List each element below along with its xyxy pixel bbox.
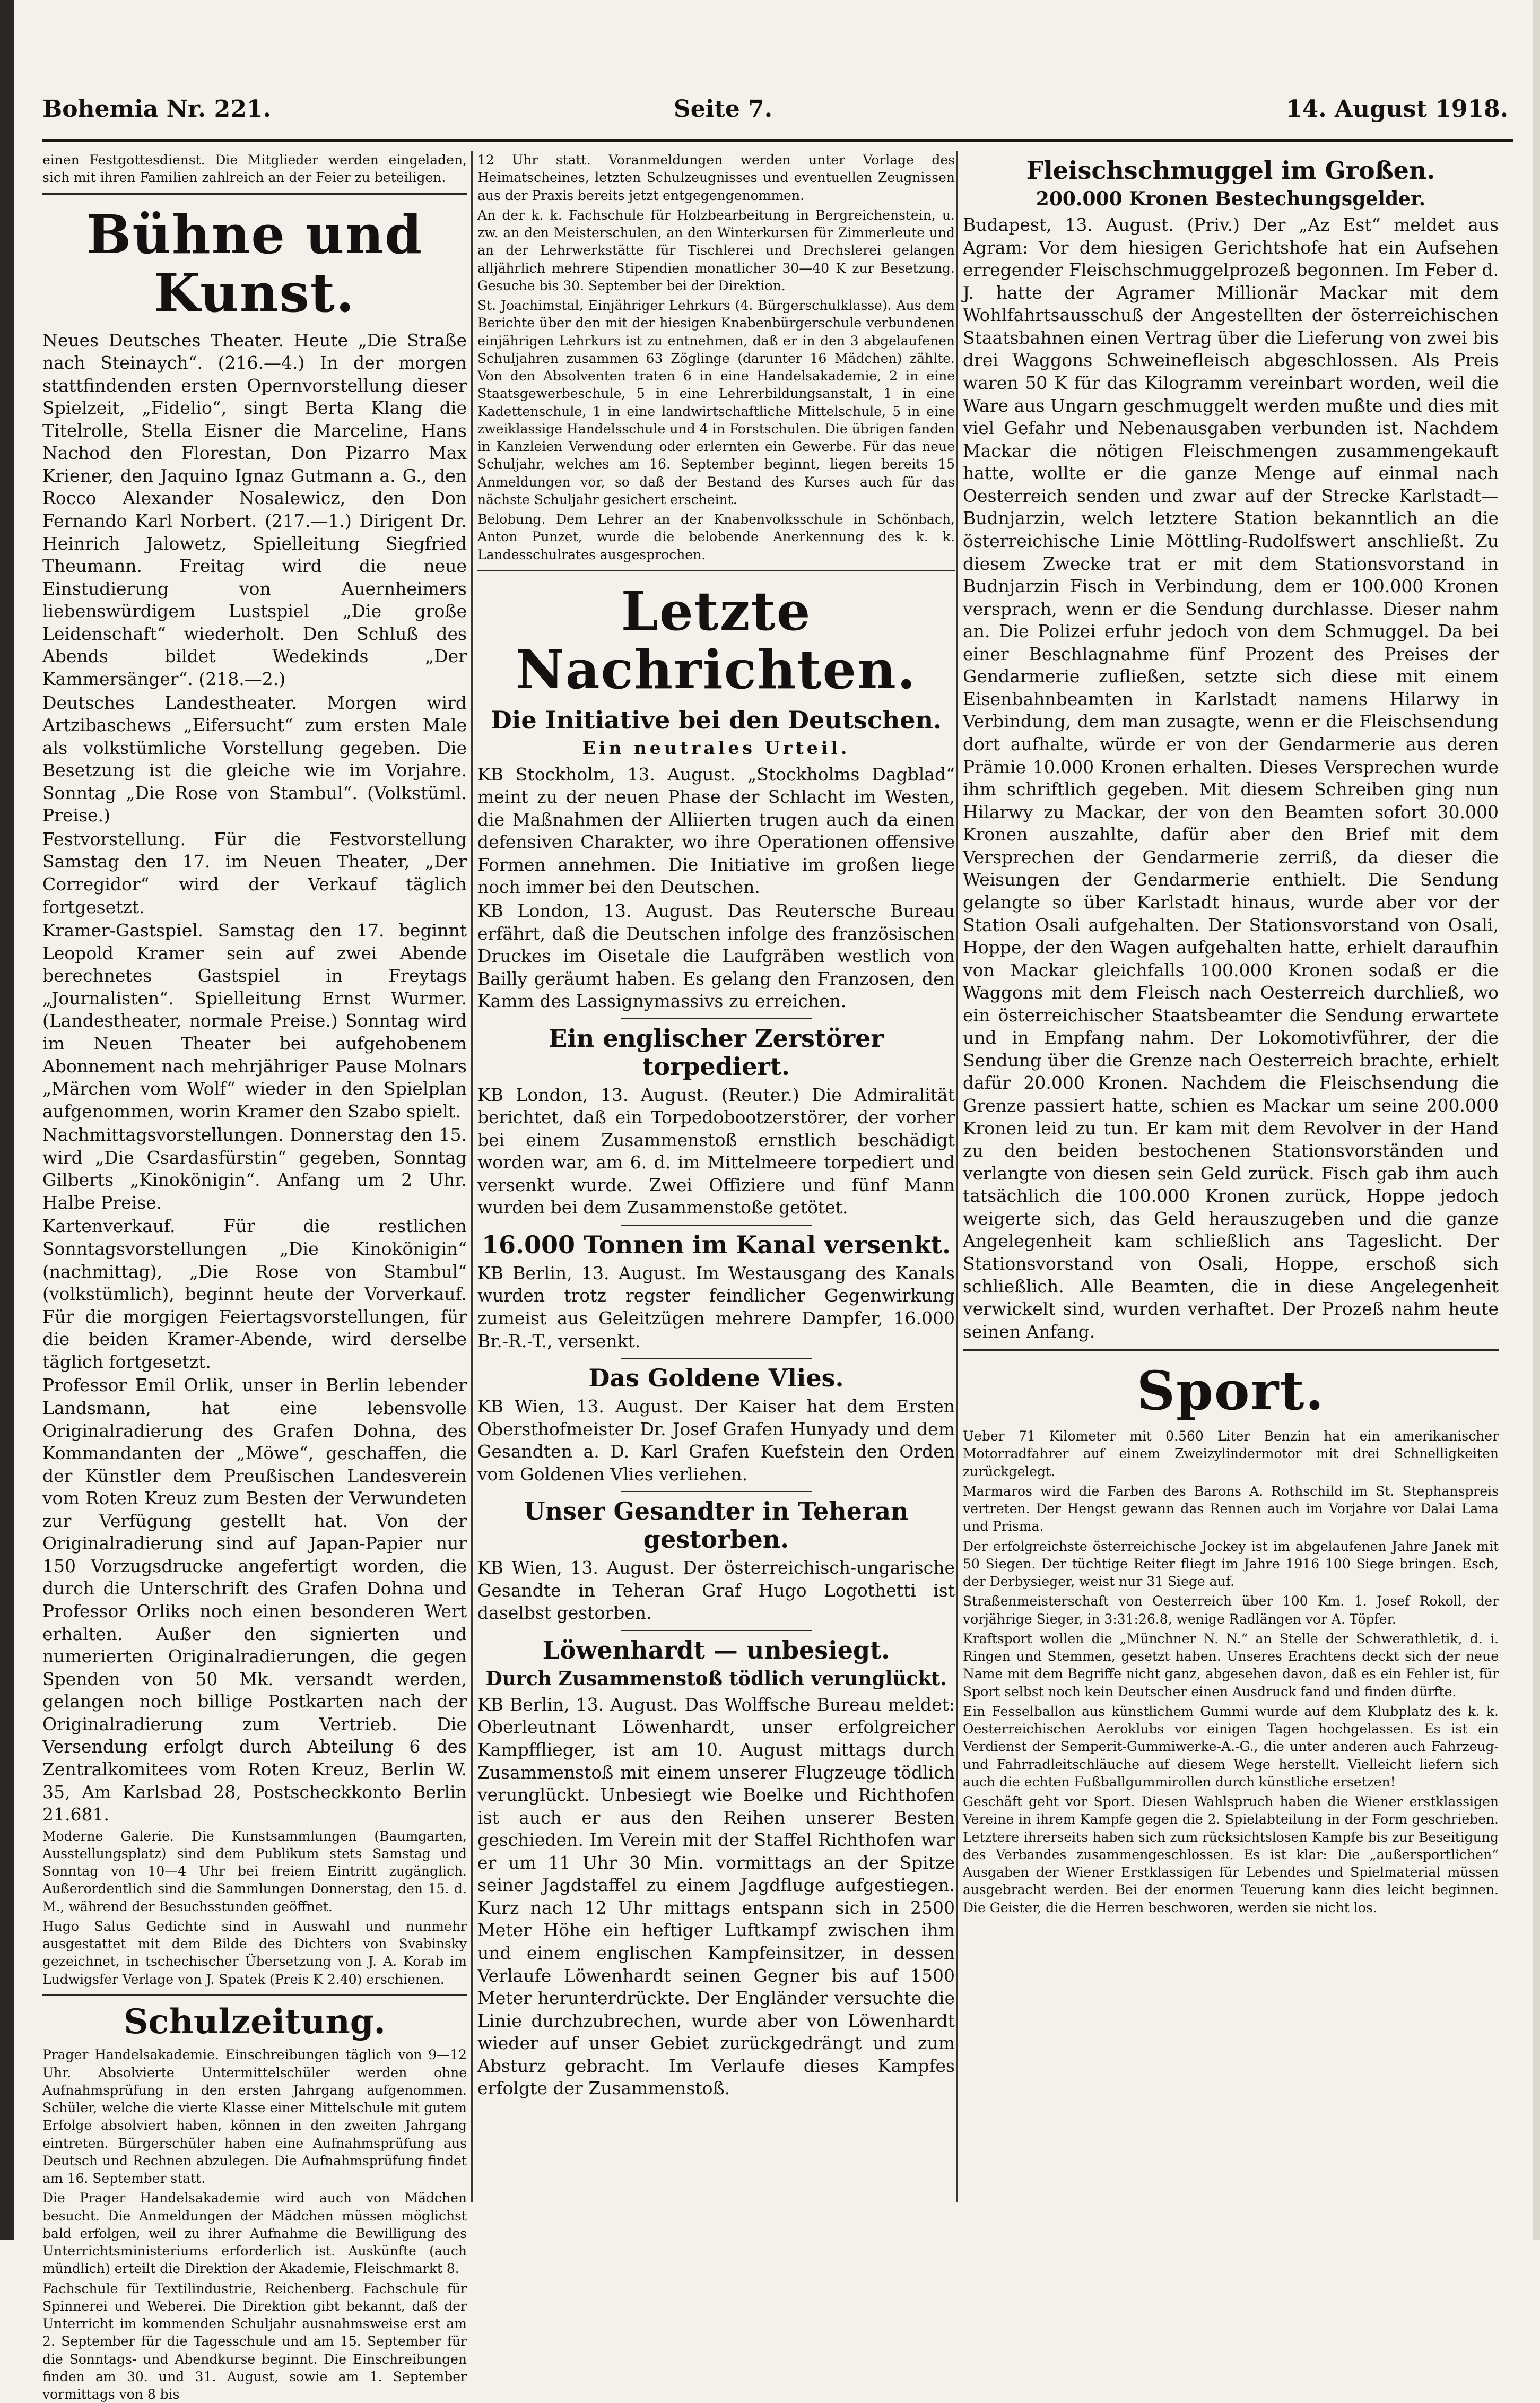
article-zerstoerer: KB London, 13. August. (Reuter.) Die Admiralität berichtet, daß ein Torpedobootzerstörer, der vorher bei einem Zusammenstoß ernstlich beschädigt worden war, am 6. d. im Mittelmeere torpediert und versenkt wurde. Zwei Offiziere und fünf Mann wurden bei dem Zusammenstoße getötet.: [477, 1084, 955, 1218]
subheadline-bestechung: 200.000 Kronen Bestechungsgelder.: [1036, 187, 1426, 210]
divider: [621, 1630, 812, 1631]
scan-border-right: [1533, 0, 1540, 2240]
section-rule: [477, 570, 955, 571]
article-stockholm: KB Stockholm, 13. August. „Stockholms Dagblad“ meint zu der neuen Phase der Schlacht im Westen, die Maßnahmen der Alliierten trugen auch da einen defensiven Charakter, wo ihre Operationen offensive Formen annehmen. Die Initiative im großen liege noch immer bei den Deutschen.: [477, 764, 955, 898]
note-salus: Hugo Salus Gedichte sind in Auswahl und nunmehr ausgestattet mit dem Bilde des Dichters von Svabinsky gezeichnet, in tschechischer Übersetzung von J. A. Korab im Ludwigsfer Verlage von J. Spatek (Preis K 2.40) erschienen.: [42, 1918, 467, 1987]
sport-fesselballon: Ein Fesselballon aus künstlichem Gummi wurde auf dem Klubplatz des k. k. Oesterreichischen Aeroklubs vor einigen Tagen hochgelassen. Es ist ein Verdienst der Semperit-Gummiwerke-A.-G., die unter anderen auch Fahrzeug- und Fahrradleitschläuche auf diesem Wege herstellt. Vielleicht liefern sich auch die echten Fußballgummirollen durch künstliche ersetzen!: [963, 1703, 1499, 1790]
article-teheran: KB Wien, 13. August. Der österreichisch-ungarische Gesandte in Teheran Graf Hugo Logothetti ist daselbst gestorben.: [477, 1557, 955, 1624]
column-3: [963, 151, 1499, 2202]
note-galerie: Moderne Galerie. Die Kunstsammlungen (Baumgarten, Ausstellungsplatz) sind dem Publikum stets Samstag und Sonntag von 10—4 Uhr bei freiem Eintritt zugänglich. Außerordentlich sind die Sammlungen Donnerstag, den 15. d. M., während der Besuchsstunden geöffnet.: [42, 1828, 467, 1914]
headline-loewenhardt: Löwenhardt — unbesiegt.: [542, 1635, 890, 1664]
divider: [621, 1225, 812, 1226]
sport-jockey: Der erfolgreichste österreichische Jockey ist im abgelaufenen Jahre Janek mit 50 Siegen. Der tüchtige Reiter fliegt im Jahre 1916 100 Siege bringen. Esch, der Derbysieger, weist nur 31 Siege auf.: [963, 1538, 1499, 1590]
column-1: [42, 151, 467, 2402]
column-rule-2: [956, 151, 958, 2202]
article-theater: Neues Deutsches Theater. Heute „Die Straße nach Steinaych“. (216.—4.) In der morgen stattfindenden ersten Opernvorstellung dieser Spielzeit, „Fidelio“, singt Berta Klang die Titelrolle, Stella Eisner die Marceline, Hans Nachod den Florestan, Don Pizarro Max Kriener, den Jaquino Ignaz Gutmann a. G., den Rocco Alexander Nosalewicz, den Don Fernando Karl Norbert. (217.—1.) Dirigent Dr. Heinrich Jalowetz, Spielleitung Siegfried Theumann. Freitag wird die neue Einstudierung von Auernheimers liebenswürdigem Lustspiel „Die große Leidenschaft“ wiederholt. Den Schluß des Abends bildet Wedekinds „Der Kammersänger“. (218.—2.): [42, 329, 467, 689]
headline-teheran: Unser Gesandter in Teheran gestorben.: [524, 1497, 909, 1554]
article-kramer: Kramer-Gastspiel. Samstag den 17. beginnt Leopold Kramer sein auf zwei Abende berechnetes Gastspiel in Freytags „Journalisten“. Spielleitung Ernst Wurmer. (Landestheater, normale Preise.) Sonntag wird im Neuen Theater bei aufgehobenem Abonnement nach mehrjähriger Pause Molnars „Märchen vom Wolf“ wieder in den Spielplan aufgenommen, worin Kramer den Szabo spielt.: [42, 920, 467, 1122]
article-orlik: Professor Emil Orlik, unser in Berlin lebender Landsmann, hat eine lebensvolle Originalradierung des Grafen Dohna, des Kommandanten der „Möwe“, geschaffen, die der Künstler dem Preußischen Landesverein vom Roten Kreuz zum Besten der Verwundeten zur Verfügung gestellt hat. Von der Originalradierung sind auf Japan-Papier nur 150 Vorzugsdrucke angefertigt worden, die durch die Unterschrift des Grafen Dohna und Professor Orliks noch einen besonderen Wert erhalten. Außer den signierten und numerierten Originalradierungen, die gegen Spenden von 50 Mk. versandt werden, gelangen noch billige Postkarten nach der Originalradierung zum Vertrieb. Die Versendung erfolgt durch Abteilung 6 des Zentralkomitees vom Roten Kreuz, Berlin W. 35, Am Karlsbad 28, Postscheckkonto Berlin 21.681.: [42, 1375, 467, 1825]
intro-note: einen Festgottesdienst. Die Mitglieder werden eingeladen, sich mit ihren Familien zahlreich an der Feier zu beteiligen.: [42, 152, 467, 186]
page-header: [42, 96, 1508, 138]
subheadline-loewenhardt: Durch Zusammenstoß tödlich verunglückt.: [485, 1667, 947, 1690]
article-london: KB London, 13. August. Das Reutersche Bureau erfährt, daß die Deutschen infolge des französischen Druckes im Oisetale die Laufgräben westlich von Bailly geräumt haben. Es gelang den Franzosen, den Kamm des Lassignymassivs zu erreichen.: [477, 900, 955, 1012]
headline-fleischschmuggel: Fleischschmuggel im Großen.: [1026, 156, 1435, 185]
school-maedchen: Die Prager Handelsakademie wird auch von Mädchen besucht. Die Anmeldungen der Mädchen müssen möglichst bald erfolgen, weil zu ihrer Aufnahme die Bewilligung des Unterrichtsministeriums erforderlich ist. Auskünfte (auch mündlich) erteilt die Direktion der Akademie, Fleischmarkt 8.: [42, 2190, 467, 2277]
headline-initiative: Die Initiative bei den Deutschen.: [490, 705, 942, 734]
sport-geschaeft: Geschäft geht vor Sport. Diesen Wahlspruch haben die Wiener erstklassigen Vereine in ihrem Kampfe gegen die 2. Spielabteilung in der Form geschrieben. Letztere ihrerseits haben sich zum rücksichtslosen Kampfe bis zur Beseitigung des Verbandes zusammengeschlossen. Es ist klar: Die „außersportlichen“ Ausgaben der Wiener Erstklassigen für Lebendes und Spielmaterial müssen ausgebracht werden. Bei der enormen Teuerung kann dies leicht beginnen. Die Geister, die die Herren beschworen, werden sie nicht los.: [963, 1794, 1499, 1915]
school-joachimstal: St. Joachimstal, Einjähriger Lehrkurs (4. Bürgerschulklasse). Aus dem Berichte über den mit der hiesigen Knabenbürgerschule verbundenen einjährigen Lehrkurs ist zu entnehmen, daß er in den 3 abgelaufenen Schuljahren zusammen 63 Zöglinge (darunter 16 Mädchen) zählte. Von den Absolventen traten 6 in eine Handelsakademie, 2 in eine Staatsgewerbeschule, 5 in eine Lehrerbildungsanstalt, 1 in eine Kadettenschule, 1 in eine landwirtschaftliche Mittelschule, 5 in eine zweiklassige Handelsschule und 4 in Forstschulen. Die übrigen fanden in Kanzleien Verwendung oder erlernten ein Gewerbe. Für das neue Schuljahr, welches am 16. September beginnt, liegen bereits 15 Anmeldungen vor, so daß der Bestand des Kurses auch für das nächste Schuljahr gesichert erscheint.: [477, 298, 955, 507]
school-holz: An der k. k. Fachschule für Holzbearbeitung in Bergreichenstein, u. zw. an den Meisterschulen, an den Winterkursen für Zimmerleute und an der Lehrwerkstätte für Tischlerei und Drechslerei gelangen alljährlich mehrere Stipendien monatlicher 30—40 K zur Besetzung. Gesuche bis 30. September bei der Direktion.: [477, 207, 955, 293]
divider: [621, 1018, 812, 1019]
divider: [621, 1491, 812, 1492]
page-number: Seite 7.: [674, 96, 773, 123]
article-loewenhardt: KB Berlin, 13. August. Das Wolffsche Bureau meldet: Oberleutnant Löwenhardt, unser erfolgreicher Kampfflieger, ist am 10. August mittags durch Zusammenstoß mit einem unserer Flugzeuge tödlich verunglückt. Unbesiegt wie Boelke und Richthofen ist auch er aus den Reihen unserer Besten geschieden. Im Verein mit der Staffel Richthofen war er um 11 Uhr 30 Min. vormittags an der Spitze seiner Jagdstaffel zu einem Jagdfluge aufgestiegen. Kurz nach 12 Uhr mittags entspann sich in 2500 Meter Höhe ein heftiger Luftkampf zwischen ihm und einem englischen Kampfeinsitzer, in dessen Verlaufe Löwenhardt seinen Gegner bis auf 1500 Meter herunterdrückte. Der Engländer versuchte die Linie durchzubrechen, wurde aber von Löwenhardt wieder auf unser Gebiet zurückgedrängt und zum Absturz gebracht. Im Verlaufe dieses Kampfes erfolgte der Zusammenstoß.: [477, 1694, 955, 2099]
section-rule: [963, 1349, 1499, 1351]
school-handelsakademie: Prager Handelsakademie. Einschreibungen täglich von 9—12 Uhr. Absolvierte Untermittelschüler werden ohne Aufnahmsprüfung in den ersten Jahrgang aufgenommen. Schüler, welche die vierte Klasse einer Mittelschule mit gutem Erfolge absolviert haben, können in den zweiten Jahrgang eintreten. Bürgerschüler haben eine Aufnahmsprüfung aus Deutsch und Rechnen abzulegen. Die Aufnahmsprüfung findet am 16. September statt.: [42, 2047, 467, 2187]
sport-strassen: Straßenmeisterschaft von Oesterreich über 100 Km. 1. Josef Rokoll, der vorjährige Sieger, in 3:31:26.8, wenige Radlängen vor A. Töpfer.: [963, 1593, 1499, 1627]
divider: [621, 1358, 812, 1359]
article-festvorstellung: Festvorstellung. Für die Festvorstellung Samstag den 17. im Neuen Theater, „Der Corregidor“ wird der Verkauf täglich fortgesetzt.: [42, 828, 467, 917]
section-title-sport: Sport.: [1136, 1359, 1325, 1422]
article-fleischschmuggel: Budapest, 13. August. (Priv.) Der „Az Est“ meldet aus Agram: Vor dem hiesigen Gerichtshofe hat ein Aufsehen erregender Fleischschmuggelprozeß begonnen. Im Feber d. J. hatte der Agramer Millionär Mackar mit dem Wohlfahrtsausschuß der Angestellten der österreichischen Staatsbahnen einen Vertrag über die Lieferung von zwei bis drei Waggons Schweinefleisch abgeschlossen. Als Preis waren 50 K für das Kilogramm vereinbart worden, weil die Ware aus Ungarn geschmuggelt werden mußte und dies mit viel Gefahr und Nebenausgaben verbunden ist. Nachdem Mackar die nötigen Fleischmengen zusammengekauft hatte, wollte er die ganze Menge auf einmal nach Oesterreich senden und zwar auf der Strecke Karlstadt—Budnjarzin, welch letztere Station bekanntlich an die österreichische Linie Möttling-Rudolfswert anschließt. Zu diesem Zwecke trat er mit dem Stationsvorstand in Budnjarzin Fisch in Verbindung, dem er 100.000 Kronen versprach, wenn er die Sendung durchlasse. Dieser nahm an. Die Polizei erfuhr jedoch von dem Schmuggel. Da bei einer Beschlagnahme fünf Prozent des Preises der Gendarmerie zufließen, setzte sich diese mit einem Eisenbahnbeamten in Karlstadt namens Hilarwy in Verbindung, dem man zusagte, wenn er die Fleischsendung dort aufhalte, würde er von der Gendarmerie aus deren Prämie 10.000 Kronen erhalten. Dieses Versprechen wurde ihm schriftlich gegeben. Mit diesem Schreiben ging nun Hilarwy zu Mackar, der von den Beamten sofort 30.000 Kronen auszahlte, dafür aber den Brief mit dem Versprechen der Gendarmerie zerriß, da dieser die Weisungen der Gendarmerie enthielt. Die Sendung gelangte so über Karlstadt hinaus, wurde aber vor der Station Osali aufgehalten. Der Stationsvorstand von Osali, Hoppe, der den Wagen aufgehalten hatte, erhielt daraufhin von Mackar gleichfalls 100.000 Kronen sodaß er die Waggons mit dem Fleisch nach Oesterreich durchließ, wo ein österreichischer Staatsbeamter die Sendung erwartete und in Empfang nahm. Der Lokomotivführer, der die Sendung über die Grenze nach Oesterreich brachte, erhielt dafür 20.000 Kronen. Nachdem die Fleischsendung die Grenze passiert hatte, schien es Mackar um seine 200.000 Kronen leid zu tun. Er kam mit dem Revolver in der Hand zu den beiden bestochenen Stationsvorständen und verlangte von diesen sein Geld zurück. Fisch gab ihm auch tatsächlich die 100.000 Kronen zurück, Hoppe jedoch weigerte sich, das Geld herauszugeben und die ganze Angelegenheit kam schließlich ans Tageslicht. Der Stationsvorstand von Osali, Hoppe, erschoß sich schließlich. Alle Beamten, die in diese Angelegenheit verwickelt sind, wurden verhaftet. Der Prozeß nahm heute seinen Anfang.: [963, 214, 1499, 1342]
section-rule: [42, 193, 467, 195]
subheadline-urteil: Ein neutrales Urteil.: [582, 737, 850, 758]
school-belobung: Belobung. Dem Lehrer an der Knabenvolksschule in Schönbach, Anton Punzet, wurde die belobende Anerkennung des k. k. Landesschulrates ausgesprochen.: [477, 511, 955, 562]
header-rule: [42, 139, 1513, 142]
scan-border-left: [0, 0, 14, 2240]
section-title-nachrichten: Letzte Nachrichten.: [516, 579, 917, 701]
article-nachmittag: Nachmittagsvorstellungen. Donnerstag den 15. wird „Die Csardasfürstin“ gegeben, Sonntag Gilberts „Kinokönigin“. Anfang um 2 Uhr. Halbe Preise.: [42, 1124, 467, 1213]
headline-zerstoerer: Ein englischer Zerstörer torpediert.: [549, 1023, 884, 1081]
article-landestheater: Deutsches Landestheater. Morgen wird Artzibaschews „Eifersucht“ zum ersten Male als volkstümliche Vorstellung gegeben. Die Besetzung ist die gleiche wie im Vorjahre. Sonntag „Die Rose von Stambul“. (Volkstüml. Preise.): [42, 692, 467, 826]
section-title-schulzeitung: Schulzeitung.: [124, 2001, 386, 2042]
article-vlies: KB Wien, 13. August. Der Kaiser hat dem Ersten Obersthofmeister Dr. Josef Grafen Hunyady und dem Gesandten a. D. Karl Grafen Kuefstein den Orden vom Goldenen Vlies verliehen.: [477, 1396, 955, 1485]
article-tonnen: KB Berlin, 13. August. Im Westausgang des Kanals wurden trotz regster feindlicher Gegenwirkung zumeist aus Geleitzügen mehrere Dampfer, 16.000 Br.-R.-T., versenkt.: [477, 1262, 955, 1351]
issue-date: 14. August 1918.: [1286, 96, 1508, 123]
column-rule-1: [471, 151, 473, 2202]
section-title-buehne: Bühne und Kunst.: [86, 203, 423, 324]
column-2: [477, 151, 955, 2202]
section-rule: [42, 1994, 467, 1996]
sport-kraftsport: Kraftsport wollen die „Münchner N. N.“ an Stelle der Schwerathletik, d. i. Ringen und Stemmen, gesetzt haben. Unseres Erachtens deckt sich der neue Name mit dem Begriffe nicht ganz, abgesehen davon, daß es ein Fehler ist, für Sport selbst noch kein Deutscher einen Ausdruck fand und finden dürfte.: [963, 1630, 1499, 1699]
headline-vlies: Das Goldene Vlies.: [588, 1364, 844, 1393]
school-cont: 12 Uhr statt. Voranmeldungen werden unter Vorlage des Heimatscheines, letzten Schulzeugnisses und eventuellen Zeugnissen aus der Praxis bereits jetzt entgegengenommen.: [477, 152, 955, 203]
article-kartenverkauf: Kartenverkauf. Für die restlichen Sonntagsvorstellungen „Die Kinokönigin“ (nachmittag), „Die Rose von Stambul“ (volkstümlich), beginnt heute der Vorverkauf. Für die morgigen Feiertagsvorstellungen, für die beiden Kramer-Abende, wird derselbe täglich fortgesetzt.: [42, 1216, 467, 1372]
school-textil: Fachschule für Textilindustrie, Reichenberg. Fachschule für Spinnerei und Weberei. Die Direktion gibt bekannt, daß der Unterricht im kommenden Schuljahr ausnahmsweise erst am 2. September für die Tagesschule und am 15. September für die Sonntags- und Abendkurse beginnt. Die Einschreibungen finden am 30. und 31. August, sowie am 1. September vormittags von 8 bis: [42, 2280, 467, 2402]
sport-motorrad: Ueber 71 Kilometer mit 0.560 Liter Benzin hat ein amerikanischer Motorradfahrer auf einem Zweizylindermotor mit drei Schnelligkeiten zurückgelegt.: [963, 1428, 1499, 1479]
headline-tonnen: 16.000 Tonnen im Kanal versenkt.: [482, 1230, 951, 1259]
sport-marmaros: Marmaros wird die Farben des Barons A. Rothschild im St. Stephanspreis vertreten. Der Hengst gewann das Rennen auch im Vorjahre vor Dalai Lama und Prisma.: [963, 1483, 1499, 1534]
masthead-issue: Bohemia Nr. 221.: [42, 96, 271, 123]
